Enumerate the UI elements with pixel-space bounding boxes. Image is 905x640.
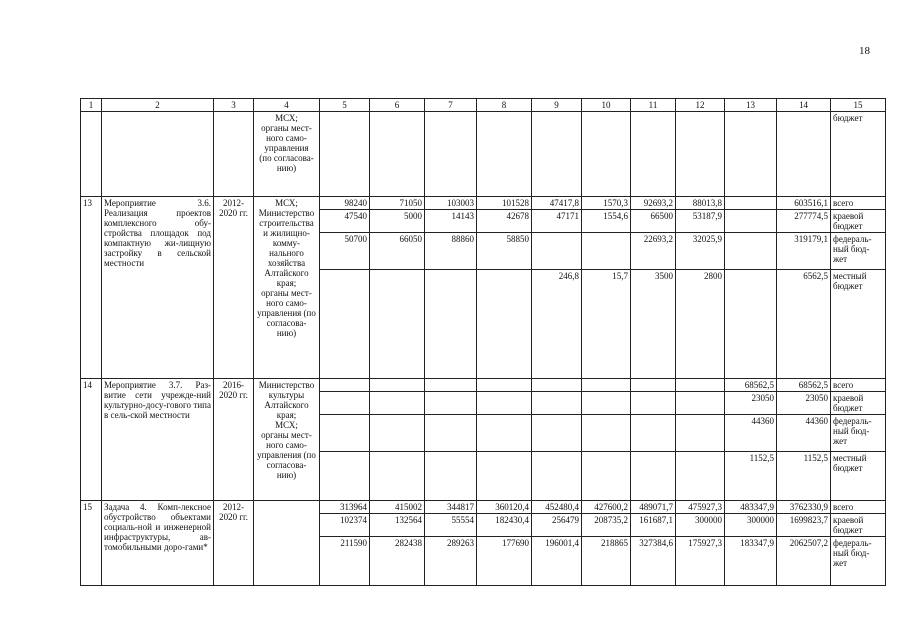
value-cell: 1152,5	[777, 452, 831, 501]
value-cell: 68562,5	[725, 379, 777, 392]
funding-source: всего	[831, 379, 886, 392]
header-cell: 13	[725, 99, 777, 112]
value-cell	[725, 270, 777, 379]
value-cell: 319179,1	[777, 233, 831, 270]
value-cell: 475927,3	[676, 501, 725, 514]
value-cell: 1554,6	[582, 210, 631, 233]
value-cell: 47417,8	[532, 197, 582, 210]
value-cell: 23050	[777, 392, 831, 415]
header-cell: 9	[532, 99, 582, 112]
value-cell	[532, 415, 582, 452]
value-cell	[532, 379, 582, 392]
funding-source: краевой бюджет	[831, 210, 886, 233]
header-cell: 7	[425, 99, 477, 112]
value-cell	[532, 392, 582, 415]
value-cell: 415002	[370, 501, 425, 514]
value-cell	[370, 379, 425, 392]
value-cell	[477, 392, 532, 415]
value-cell	[425, 379, 477, 392]
row-number: 15	[81, 501, 102, 586]
period: 2016- 2020 гг.	[214, 379, 254, 501]
value-cell	[320, 452, 370, 501]
value-cell: 88860	[425, 233, 477, 270]
value-cell: 32025,9	[676, 233, 725, 270]
value-cell	[532, 233, 582, 270]
value-cell: 218865	[582, 537, 631, 586]
activity-name: Задача 4. Комп-лексное обустройство объектами социаль-ной и инженерной инфраструктуры, ав-томобильными доро-гами*	[102, 501, 214, 586]
value-cell: 1152,5	[725, 452, 777, 501]
value-cell	[582, 112, 631, 197]
period: 2012- 2020 гг.	[214, 197, 254, 379]
value-cell	[425, 415, 477, 452]
value-cell: 246,8	[532, 270, 582, 379]
value-cell	[320, 270, 370, 379]
value-cell	[631, 392, 676, 415]
row-number: 14	[81, 379, 102, 501]
value-cell: 489071,7	[631, 501, 676, 514]
executor	[254, 501, 320, 586]
value-cell	[370, 270, 425, 379]
value-cell: 161687,1	[631, 514, 676, 537]
row-number: 13	[81, 197, 102, 379]
value-cell: 256479	[532, 514, 582, 537]
value-cell	[370, 112, 425, 197]
header-cell: 5	[320, 99, 370, 112]
value-cell: 101528	[477, 197, 532, 210]
header-cell: 3	[214, 99, 254, 112]
value-cell: 211590	[320, 537, 370, 586]
header-cell: 10	[582, 99, 631, 112]
funding-source: краевой бюджет	[831, 392, 886, 415]
value-cell	[320, 392, 370, 415]
value-cell	[676, 415, 725, 452]
value-cell: 132564	[370, 514, 425, 537]
value-cell	[370, 392, 425, 415]
value-cell: 427600,2	[582, 501, 631, 514]
value-cell	[631, 112, 676, 197]
value-cell: 175927,3	[676, 537, 725, 586]
value-cell: 47540	[320, 210, 370, 233]
value-cell	[477, 270, 532, 379]
value-cell: 6562,5	[777, 270, 831, 379]
table-row	[81, 197, 886, 210]
value-cell	[582, 392, 631, 415]
value-cell: 300000	[676, 514, 725, 537]
value-cell: 71050	[370, 197, 425, 210]
value-cell	[676, 392, 725, 415]
value-cell	[676, 452, 725, 501]
value-cell: 2800	[676, 270, 725, 379]
value-cell	[425, 452, 477, 501]
value-cell: 92693,2	[631, 197, 676, 210]
cell-period	[214, 112, 254, 197]
value-cell: 360120,4	[477, 501, 532, 514]
header-cell: 14	[777, 99, 831, 112]
value-cell	[532, 452, 582, 501]
value-cell	[370, 452, 425, 501]
header-cell: 11	[631, 99, 676, 112]
value-cell: 98240	[320, 197, 370, 210]
value-cell	[777, 112, 831, 197]
table-row	[81, 379, 886, 392]
value-cell: 66050	[370, 233, 425, 270]
value-cell: 344817	[425, 501, 477, 514]
value-cell	[631, 415, 676, 452]
period: 2012- 2020 гг.	[214, 501, 254, 586]
value-cell	[582, 452, 631, 501]
value-cell: 327384,6	[631, 537, 676, 586]
value-cell: 50700	[320, 233, 370, 270]
funding-source: федераль- ный бюд- жет	[831, 233, 886, 270]
value-cell	[631, 452, 676, 501]
cell-name	[102, 112, 214, 197]
value-cell: 282438	[370, 537, 425, 586]
header-cell: 8	[477, 99, 532, 112]
value-cell: 452480,4	[532, 501, 582, 514]
value-cell: 44360	[777, 415, 831, 452]
value-cell: 53187,9	[676, 210, 725, 233]
value-cell: 22693,2	[631, 233, 676, 270]
value-cell: 14143	[425, 210, 477, 233]
value-cell	[477, 452, 532, 501]
value-cell	[320, 112, 370, 197]
value-cell: 1570,3	[582, 197, 631, 210]
value-cell	[676, 112, 725, 197]
value-cell: 182430,4	[477, 514, 532, 537]
value-cell: 2062507,2	[777, 537, 831, 586]
value-cell: 23050	[725, 392, 777, 415]
value-cell: 66500	[631, 210, 676, 233]
value-cell: 3762330,9	[777, 501, 831, 514]
value-cell	[582, 415, 631, 452]
page-number: 18	[859, 45, 870, 57]
value-cell	[725, 233, 777, 270]
header-cell: 2	[102, 99, 214, 112]
funding-source: местный бюджет	[831, 270, 886, 379]
value-cell: 177690	[477, 537, 532, 586]
value-cell	[725, 197, 777, 210]
cell-source: бюджет	[831, 112, 886, 197]
continuation-row	[81, 112, 886, 197]
value-cell	[582, 379, 631, 392]
value-cell: 68562,5	[777, 379, 831, 392]
value-cell: 44360	[725, 415, 777, 452]
value-cell: 208735,2	[582, 514, 631, 537]
value-cell: 58850	[477, 233, 532, 270]
value-cell	[582, 233, 631, 270]
value-cell	[532, 112, 582, 197]
funding-source: местный бюджет	[831, 452, 886, 501]
header-cell: 12	[676, 99, 725, 112]
value-cell	[370, 415, 425, 452]
value-cell: 289263	[425, 537, 477, 586]
activity-name: Мероприятие 3.6. Реализация проектов комплексного обу-стройства площадок под компактную жи-лищную застройку в сельской местности	[102, 197, 214, 379]
value-cell: 196001,4	[532, 537, 582, 586]
value-cell	[676, 379, 725, 392]
executor: МСХ; Министерство строительства и жилищно-комму- нального хозяйства Алтайского края; органы мест- ного само- управления (по согласова- нию)	[254, 197, 320, 379]
value-cell	[425, 270, 477, 379]
value-cell	[477, 112, 532, 197]
value-cell: 1699823,7	[777, 514, 831, 537]
value-cell: 3500	[631, 270, 676, 379]
value-cell: 483347,9	[725, 501, 777, 514]
header-cell: 1	[81, 99, 102, 112]
activity-name: Мероприятие 3.7. Раз-витие сети учрежде-ний культурно-досу-гового типа в сель-ской местности	[102, 379, 214, 501]
value-cell	[631, 379, 676, 392]
value-cell	[320, 379, 370, 392]
cell-executor: МСХ; органы мест- ного само- управления (по согласова- нию)	[254, 112, 320, 197]
value-cell	[725, 210, 777, 233]
value-cell: 55554	[425, 514, 477, 537]
funding-source: всего	[831, 501, 886, 514]
header-cell: 15	[831, 99, 886, 112]
value-cell	[425, 392, 477, 415]
value-cell: 42678	[477, 210, 532, 233]
value-cell: 47171	[532, 210, 582, 233]
budget-table	[80, 98, 886, 586]
cell-num	[81, 112, 102, 197]
header-cell: 6	[370, 99, 425, 112]
header-cell: 4	[254, 99, 320, 112]
value-cell: 88013,8	[676, 197, 725, 210]
header-row	[81, 99, 886, 112]
value-cell	[725, 112, 777, 197]
executor: Министерство культуры Алтайского края; МСХ; органы мест- ного само- управления (по согласова- нию)	[254, 379, 320, 501]
value-cell	[320, 415, 370, 452]
funding-source: федераль- ный бюд- жет	[831, 537, 886, 586]
value-cell	[477, 379, 532, 392]
table-row	[81, 501, 886, 514]
value-cell: 103003	[425, 197, 477, 210]
value-cell	[425, 112, 477, 197]
funding-source: всего	[831, 197, 886, 210]
value-cell: 102374	[320, 514, 370, 537]
value-cell: 15,7	[582, 270, 631, 379]
value-cell: 313964	[320, 501, 370, 514]
funding-source: краевой бюджет	[831, 514, 886, 537]
value-cell: 603516,1	[777, 197, 831, 210]
value-cell: 300000	[725, 514, 777, 537]
value-cell	[477, 415, 532, 452]
value-cell: 183347,9	[725, 537, 777, 586]
value-cell: 5000	[370, 210, 425, 233]
funding-source: федераль- ный бюд- жет	[831, 415, 886, 452]
value-cell: 277774,5	[777, 210, 831, 233]
